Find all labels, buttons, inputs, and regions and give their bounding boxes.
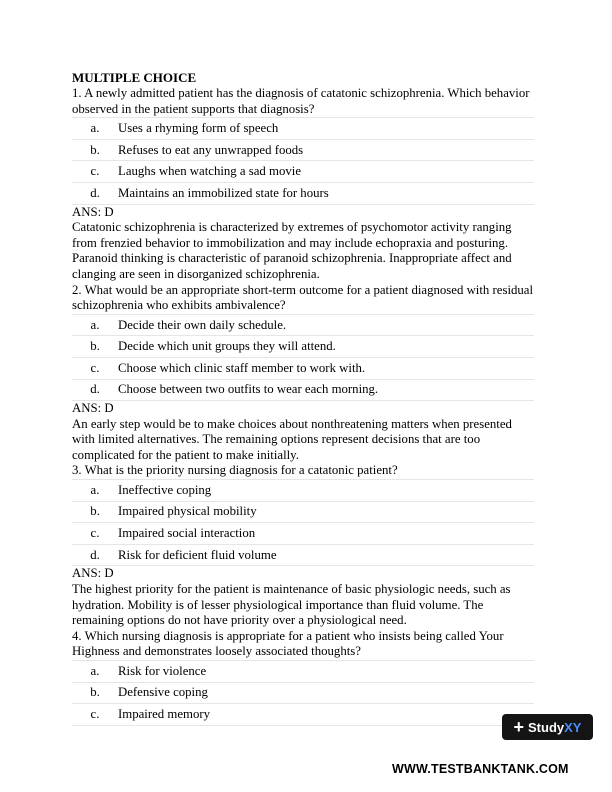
option-letter: c.: [90, 526, 100, 541]
answer-key: ANS: D: [72, 401, 114, 416]
question-1: [72, 86, 534, 283]
rationale: The highest priority for the patient is maintenance of basic physiologic needs, such as hydration. Mobility is of lesser physiological importance than fluid volume. The remaining options do not have priority over a physiological need.: [72, 582, 511, 628]
option-text: Ineffective coping: [118, 482, 212, 497]
option-list: [72, 479, 534, 566]
option-text: Impaired memory: [118, 706, 211, 721]
option-text: Laughs when watching a sad movie: [118, 164, 302, 179]
rationale: An early step would be to make choices about nonthreatening matters when presented with limited alternatives. The remaining options represent decisions that are too complicated for the patient to make initially.: [72, 416, 512, 462]
answer-key: ANS: D: [72, 204, 114, 219]
option-text: Risk for deficient fluid volume: [118, 547, 277, 562]
option-text: Choose between two outfits to wear each morning.: [118, 382, 379, 397]
badge-text-main: Study: [528, 719, 565, 735]
option-row: [72, 117, 534, 140]
option-row: [72, 358, 534, 380]
option-text: Maintains an immobilized state for hours: [118, 185, 329, 200]
option-letter: b.: [90, 685, 100, 700]
option-text: Defensive coping: [118, 685, 208, 700]
question-stem: 2. What would be an appropriate short-term outcome for a patient diagnosed with residual schizophrenia who exhibits ambivalence?: [72, 282, 534, 313]
option-row: [72, 704, 534, 726]
option-letter: d.: [90, 185, 100, 200]
section-heading: MULTIPLE CHOICE: [72, 70, 197, 85]
option-row: [72, 183, 534, 205]
option-letter: b.: [90, 504, 100, 519]
rationale: Catatonic schizophrenia is characterized by extremes of psychomotor activity ranging from frenzied behavior to immobilization and may include echopraxia and posturing. Paranoid thinking is characteristic of paranoid schizophrenia. Inappropriate affect and clanging are seen in disorganized schizophrenia.: [72, 220, 512, 281]
option-letter: a.: [90, 317, 100, 332]
option-letter: d.: [90, 382, 100, 397]
question-stem: 4. Which nursing diagnosis is appropriate for a patient who insists being called Your Highness and demonstrates loosely associated thoughts?: [72, 628, 504, 659]
option-text: Refuses to eat any unwrapped foods: [118, 142, 304, 157]
answer-key: ANS: D: [72, 566, 114, 581]
option-letter: d.: [90, 547, 100, 562]
option-text: Decide their own daily schedule.: [118, 317, 287, 332]
studyxy-badge[interactable]: [502, 714, 593, 740]
option-text: Impaired social interaction: [118, 526, 256, 541]
option-row: [72, 545, 534, 567]
question-4: [72, 629, 534, 726]
question-3: [72, 463, 534, 628]
option-list: [72, 117, 534, 204]
option-letter: c.: [90, 360, 100, 375]
option-text: Decide which unit groups they will attend.: [118, 339, 336, 354]
option-letter: a.: [90, 663, 100, 678]
option-text: Uses a rhyming form of speech: [118, 120, 279, 135]
option-row: [72, 683, 534, 705]
option-row: [72, 161, 534, 183]
option-row: [72, 380, 534, 402]
option-letter: a.: [90, 120, 100, 135]
option-letter: c.: [90, 164, 100, 179]
option-list: [72, 314, 534, 401]
footer-site-url: WWW.TESTBANKTANK.COM: [392, 762, 569, 776]
option-letter: b.: [90, 142, 100, 157]
option-text: Risk for violence: [118, 663, 207, 678]
option-row: [72, 523, 534, 545]
option-text: Impaired physical mobility: [118, 504, 257, 519]
option-letter: c.: [90, 706, 100, 721]
plus-icon: +: [513, 717, 525, 737]
question-stem: 3. What is the priority nursing diagnosis for a catatonic patient?: [72, 463, 398, 478]
option-letter: b.: [90, 339, 100, 354]
option-row: [72, 336, 534, 358]
document-page: [72, 70, 534, 726]
option-list: [72, 660, 534, 726]
question-stem: 1. A newly admitted patient has the diagnosis of catatonic schizophrenia. Which behavior observed in the patient supports that diagnosis?: [72, 86, 530, 116]
option-row: [72, 314, 534, 337]
option-text: Choose which clinic staff member to work with.: [118, 360, 366, 375]
question-2: [72, 283, 534, 464]
badge-text-accent: XY: [564, 719, 582, 735]
option-row: [72, 479, 534, 502]
option-letter: a.: [90, 482, 100, 497]
option-row: [72, 660, 534, 683]
option-row: [72, 502, 534, 524]
option-row: [72, 140, 534, 162]
